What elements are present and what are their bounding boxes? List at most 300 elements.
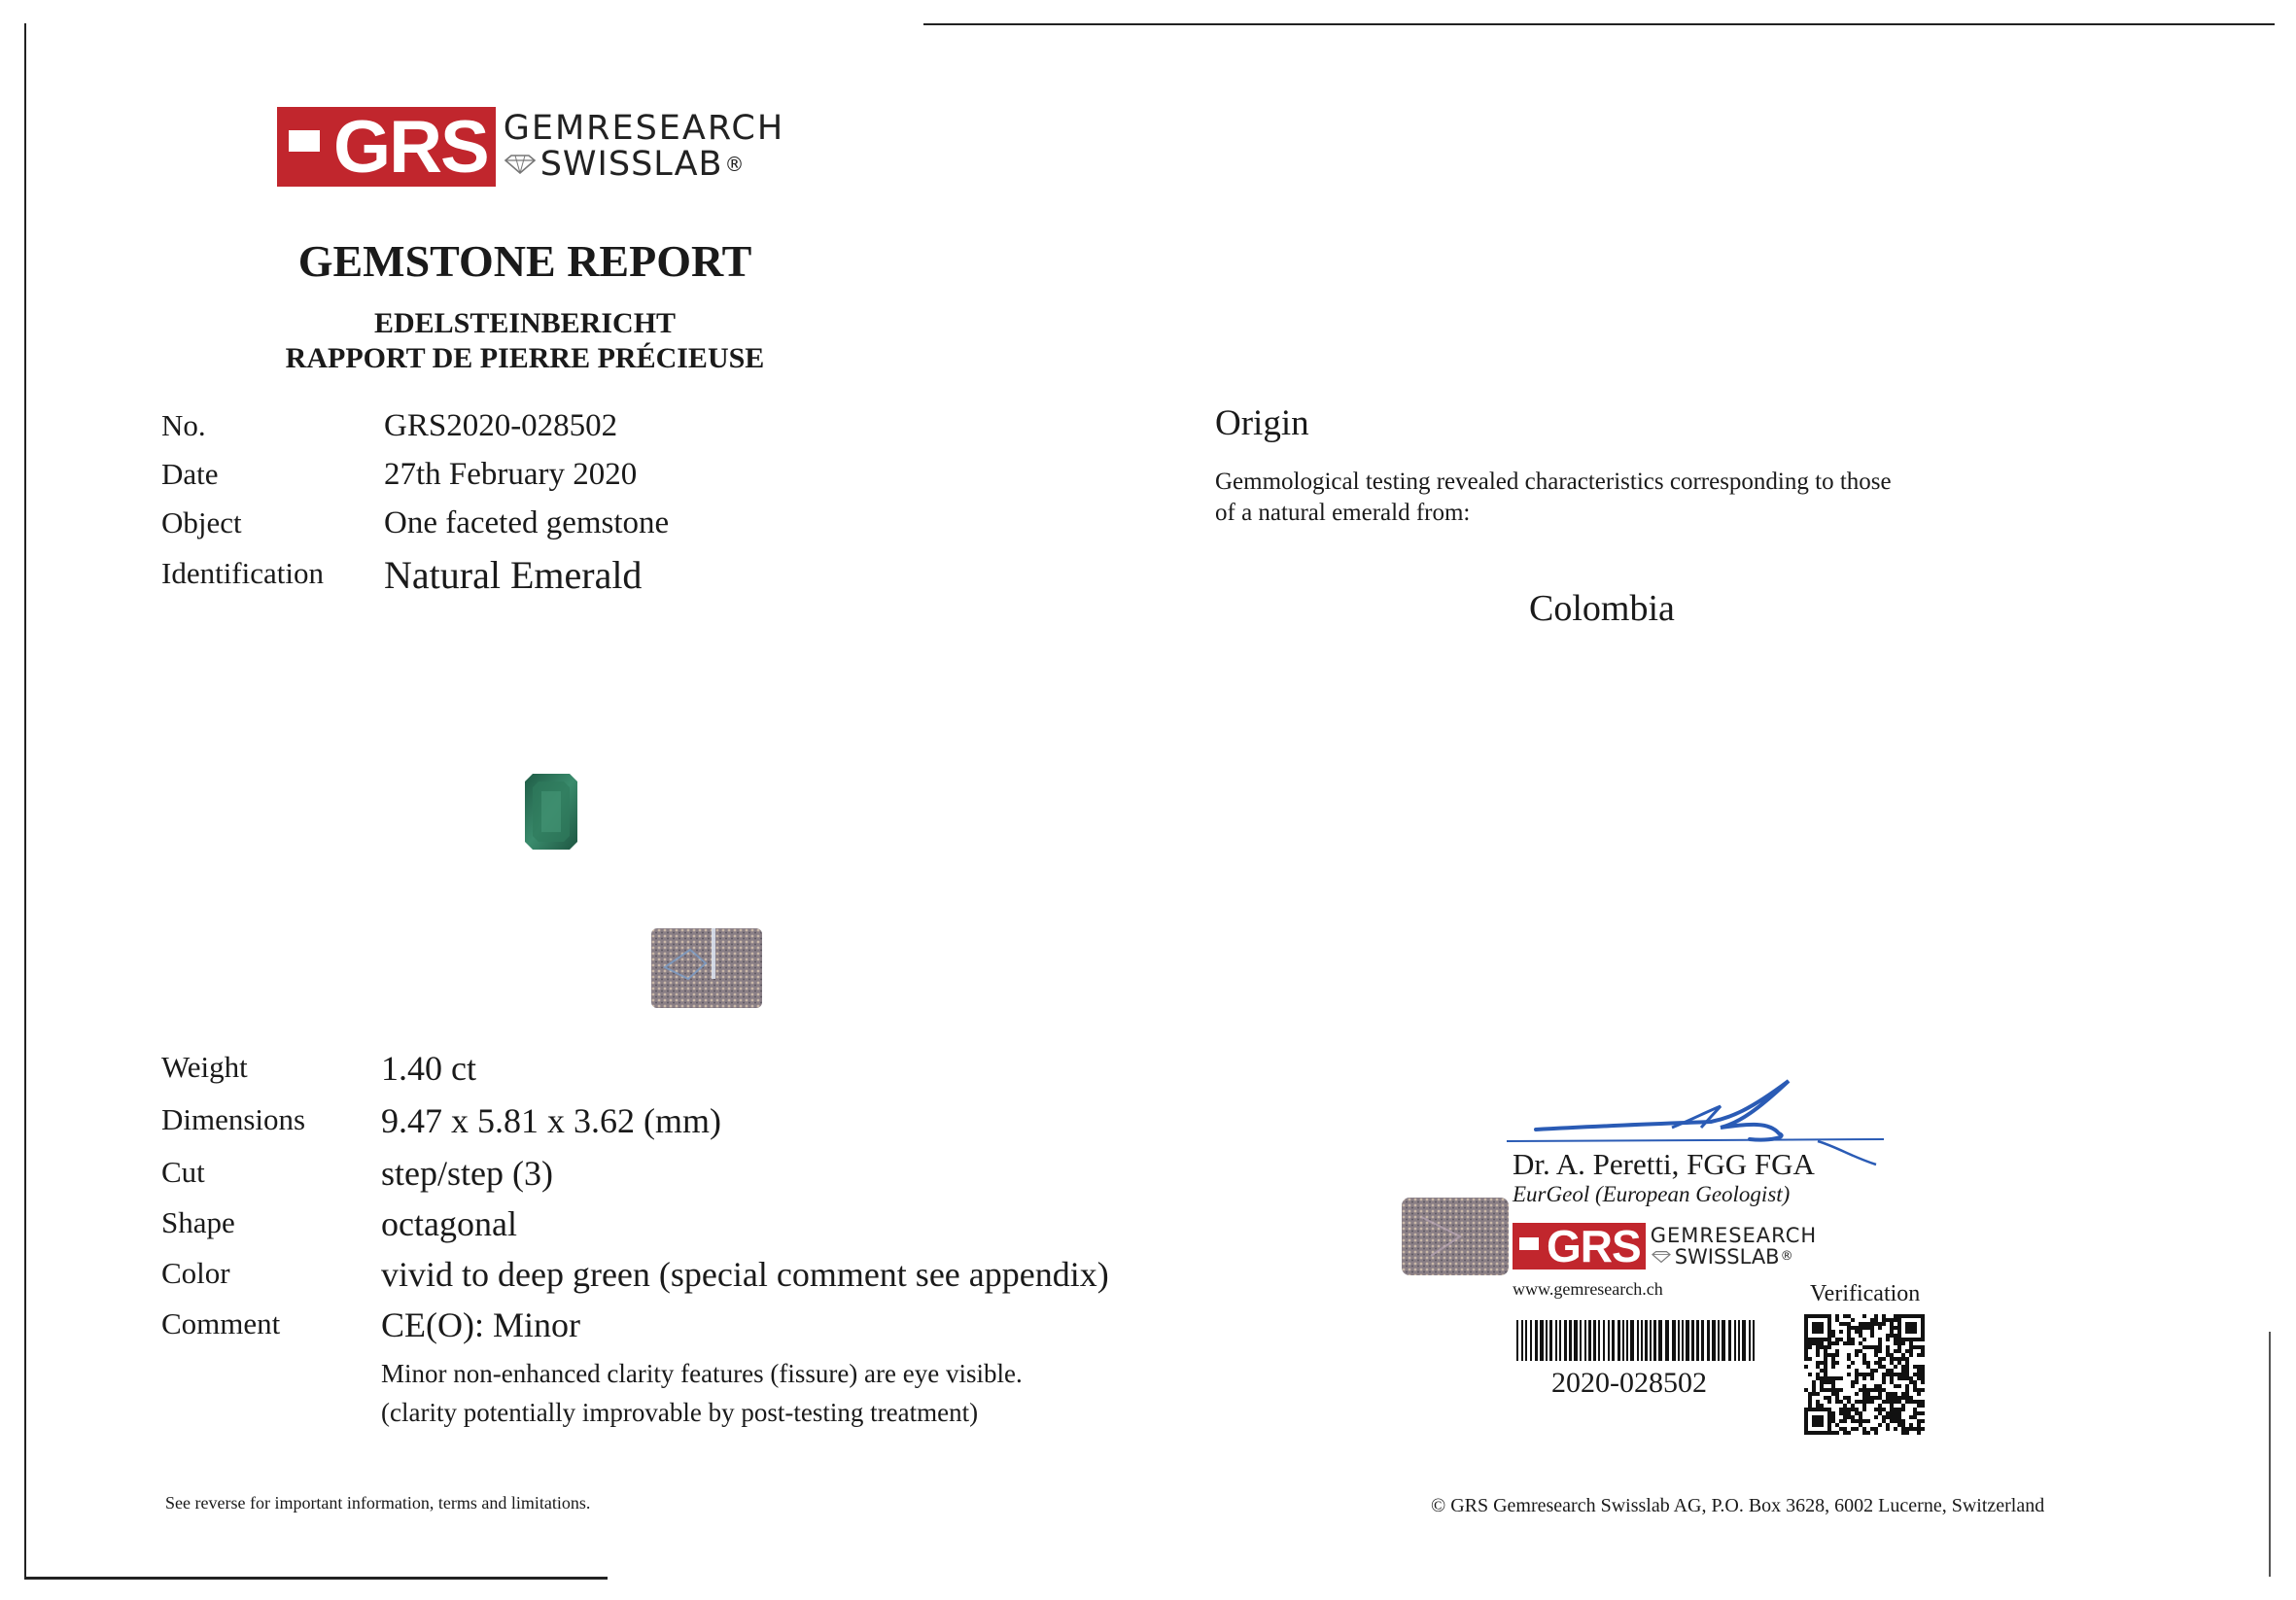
qr-module	[1812, 1408, 1816, 1411]
qr-module	[1894, 1415, 1897, 1419]
qr-module	[1855, 1349, 1859, 1353]
field-value-date: 27th February 2020	[384, 457, 638, 492]
qr-module	[1870, 1427, 1874, 1431]
qr-module	[1878, 1404, 1882, 1408]
barcode-bar	[1712, 1320, 1716, 1361]
qr-module	[1851, 1380, 1855, 1384]
qr-module	[1894, 1357, 1897, 1361]
qr-module	[1855, 1330, 1859, 1334]
qr-module	[1886, 1373, 1890, 1376]
qr-module	[1808, 1431, 1812, 1435]
qr-module	[1897, 1338, 1901, 1341]
barcode-bar	[1612, 1320, 1615, 1361]
qr-module	[1921, 1334, 1925, 1338]
barcode-bar	[1686, 1320, 1689, 1361]
qr-module	[1890, 1411, 1894, 1415]
qr-module	[1831, 1334, 1835, 1338]
qr-module	[1878, 1365, 1882, 1369]
qr-module	[1851, 1384, 1855, 1388]
qr-module	[1878, 1322, 1882, 1326]
qr-module	[1816, 1408, 1820, 1411]
qr-module	[1820, 1431, 1824, 1435]
qr-module	[1890, 1373, 1894, 1376]
qr-module	[1820, 1338, 1824, 1341]
qr-module	[1835, 1376, 1839, 1380]
qr-module	[1859, 1322, 1862, 1326]
qr-module	[1917, 1388, 1921, 1392]
qr-module	[1847, 1334, 1851, 1338]
qr-module	[1827, 1411, 1831, 1415]
qr-module	[1866, 1322, 1870, 1326]
qr-module	[1897, 1376, 1901, 1380]
qr-module	[1804, 1349, 1808, 1353]
qr-module	[1862, 1419, 1866, 1423]
qr-module	[1909, 1338, 1913, 1341]
qr-module	[1901, 1396, 1905, 1400]
qr-module	[1921, 1330, 1925, 1334]
qr-module	[1909, 1400, 1913, 1404]
qr-module	[1835, 1338, 1839, 1341]
qr-module	[1816, 1400, 1820, 1404]
qr-module	[1804, 1408, 1808, 1411]
qr-module	[1901, 1376, 1905, 1380]
qr-module	[1851, 1427, 1855, 1431]
origin-text-line1: Gemmological testing revealed characteristics corresponding to those	[1215, 469, 1892, 495]
qr-module	[1894, 1427, 1897, 1431]
qr-module	[1808, 1373, 1812, 1376]
qr-module	[1866, 1396, 1870, 1400]
qr-module	[1890, 1361, 1894, 1365]
qr-module	[1859, 1423, 1862, 1427]
qr-module	[1870, 1400, 1874, 1404]
qr-module	[1859, 1341, 1862, 1345]
qr-module	[1831, 1341, 1835, 1345]
qr-module	[1866, 1400, 1870, 1404]
qr-module	[1847, 1314, 1851, 1318]
qr-module	[1894, 1341, 1897, 1345]
qr-module	[1855, 1373, 1859, 1376]
qr-module	[1866, 1326, 1870, 1330]
qr-module	[1917, 1314, 1921, 1318]
qr-module	[1851, 1408, 1855, 1411]
qr-module	[1878, 1361, 1882, 1365]
field-value-weight: 1.40 ct	[381, 1049, 476, 1088]
qr-module	[1820, 1376, 1824, 1380]
qr-module	[1855, 1369, 1859, 1373]
barcode-bar	[1637, 1320, 1639, 1361]
qr-module	[1901, 1353, 1905, 1357]
qr-module	[1874, 1431, 1878, 1435]
qr-module	[1816, 1349, 1820, 1353]
qr-module	[1816, 1373, 1820, 1376]
barcode-bar	[1525, 1320, 1527, 1361]
footer-left-note: See reverse for important information, terms and limitations.	[165, 1493, 591, 1513]
qr-module	[1824, 1373, 1827, 1376]
qr-module	[1890, 1334, 1894, 1338]
barcode-bar	[1722, 1320, 1725, 1361]
qr-module	[1812, 1431, 1816, 1435]
barcode-bar	[1564, 1320, 1567, 1361]
qr-module	[1820, 1330, 1824, 1334]
emerald-photo	[525, 774, 577, 850]
barcode-bar	[1546, 1320, 1548, 1361]
signatory-title: EurGeol (European Geologist)	[1513, 1182, 1791, 1206]
field-label-identification: Identification	[161, 556, 324, 590]
qr-module	[1816, 1322, 1820, 1326]
qr-module	[1839, 1408, 1843, 1411]
qr-module	[1921, 1338, 1925, 1341]
qr-module	[1804, 1338, 1808, 1341]
qr-module	[1878, 1338, 1882, 1341]
qr-module	[1843, 1431, 1847, 1435]
qr-module	[1897, 1341, 1901, 1345]
qr-module	[1913, 1427, 1917, 1431]
qr-module	[1816, 1345, 1820, 1349]
qr-module	[1866, 1365, 1870, 1369]
field-value-shape: octagonal	[381, 1204, 517, 1243]
qr-module	[1882, 1376, 1886, 1380]
qr-module	[1866, 1392, 1870, 1396]
qr-module	[1831, 1388, 1835, 1392]
qr-module	[1901, 1392, 1905, 1396]
qr-module	[1835, 1314, 1839, 1318]
qr-module	[1820, 1423, 1824, 1427]
qr-module	[1839, 1419, 1843, 1423]
qr-module	[1816, 1365, 1820, 1369]
qr-module	[1855, 1326, 1859, 1330]
qr-module	[1890, 1376, 1894, 1380]
qr-module	[1921, 1376, 1925, 1380]
qr-module	[1847, 1365, 1851, 1369]
qr-module	[1917, 1423, 1921, 1427]
qr-module	[1870, 1376, 1874, 1380]
qr-module	[1804, 1365, 1808, 1369]
qr-module	[1897, 1423, 1901, 1427]
qr-module	[1890, 1330, 1894, 1334]
qr-module	[1913, 1345, 1917, 1349]
qr-module	[1913, 1322, 1917, 1326]
qr-module	[1878, 1408, 1882, 1411]
origin-country: Colombia	[1529, 588, 1675, 629]
qr-module	[1812, 1338, 1816, 1341]
barcode-bar	[1707, 1320, 1710, 1361]
qr-module	[1847, 1338, 1851, 1341]
qr-module	[1839, 1400, 1843, 1404]
report-title: GEMSTONE REPORT	[297, 236, 752, 286]
qr-module	[1894, 1365, 1897, 1369]
verification-qr-code[interactable]	[1804, 1314, 1925, 1435]
qr-module	[1862, 1361, 1866, 1365]
qr-module	[1870, 1326, 1874, 1330]
qr-module	[1831, 1330, 1835, 1334]
qr-module	[1816, 1361, 1820, 1365]
field-value-dimensions: 9.47 x 5.81 x 3.62 (mm)	[381, 1101, 721, 1140]
qr-module	[1808, 1400, 1812, 1404]
barcode-bar	[1749, 1320, 1751, 1361]
qr-module	[1870, 1318, 1874, 1322]
qr-module	[1808, 1357, 1812, 1361]
qr-module	[1824, 1380, 1827, 1384]
qr-module	[1804, 1357, 1808, 1361]
barcode-bar	[1618, 1320, 1620, 1361]
qr-module	[1851, 1326, 1855, 1330]
qr-module	[1882, 1322, 1886, 1326]
qr-module	[1917, 1373, 1921, 1376]
qr-module	[1886, 1415, 1890, 1419]
frame-top-line	[923, 23, 2275, 25]
qr-module	[1882, 1357, 1886, 1361]
qr-module	[1862, 1357, 1866, 1361]
qr-module	[1897, 1396, 1901, 1400]
qr-module	[1886, 1392, 1890, 1396]
qr-module	[1820, 1380, 1824, 1384]
qr-module	[1905, 1427, 1909, 1431]
qr-module	[1886, 1427, 1890, 1431]
qr-module	[1862, 1404, 1866, 1408]
barcode	[1516, 1320, 1759, 1361]
origin-heading: Origin	[1215, 403, 1309, 443]
barcode-bar	[1626, 1320, 1628, 1361]
qr-module	[1835, 1388, 1839, 1392]
qr-module	[1890, 1369, 1894, 1373]
qr-module	[1843, 1404, 1847, 1408]
barcode-bar	[1549, 1320, 1552, 1361]
barcode-bar	[1728, 1320, 1731, 1361]
qr-module	[1812, 1384, 1816, 1388]
qr-module	[1897, 1318, 1901, 1322]
qr-module	[1855, 1380, 1859, 1384]
qr-module	[1851, 1341, 1855, 1345]
qr-module	[1886, 1411, 1890, 1415]
qr-module	[1890, 1400, 1894, 1404]
field-label-weight: Weight	[161, 1050, 248, 1084]
qr-module	[1812, 1322, 1816, 1326]
qr-module	[1824, 1361, 1827, 1365]
qr-module	[1847, 1353, 1851, 1357]
qr-module	[1820, 1322, 1824, 1326]
qr-module	[1886, 1353, 1890, 1357]
qr-module	[1847, 1400, 1851, 1404]
qr-module	[1882, 1380, 1886, 1384]
qr-module	[1901, 1314, 1905, 1318]
qr-module	[1913, 1380, 1917, 1384]
qr-module	[1812, 1388, 1816, 1392]
barcode-bar	[1580, 1320, 1582, 1361]
qr-module	[1820, 1419, 1824, 1423]
field-value-color: vivid to deep green (special comment see appendix)	[381, 1255, 1109, 1294]
qr-module	[1816, 1338, 1820, 1341]
qr-module	[1921, 1353, 1925, 1357]
qr-module	[1921, 1400, 1925, 1404]
barcode-bar	[1665, 1320, 1669, 1361]
qr-module	[1855, 1376, 1859, 1380]
qr-module	[1921, 1411, 1925, 1415]
qr-module	[1882, 1400, 1886, 1404]
qr-module	[1827, 1376, 1831, 1380]
qr-module	[1917, 1369, 1921, 1373]
qr-module	[1897, 1361, 1901, 1365]
qr-module	[1913, 1384, 1917, 1388]
qr-module	[1890, 1392, 1894, 1396]
barcode-number: 2020-028502	[1551, 1367, 1707, 1399]
qr-module	[1835, 1423, 1839, 1427]
qr-module	[1901, 1338, 1905, 1341]
barcode-bar	[1658, 1320, 1662, 1361]
barcode-bar	[1521, 1320, 1523, 1361]
website-text: www.gemresearch.ch	[1513, 1279, 1663, 1299]
qr-module	[1851, 1361, 1855, 1365]
qr-module	[1905, 1376, 1909, 1380]
qr-module	[1839, 1330, 1843, 1334]
barcode-bar	[1653, 1320, 1656, 1361]
qr-module	[1862, 1384, 1866, 1388]
diamond-icon	[504, 155, 537, 174]
qr-module	[1917, 1400, 1921, 1404]
qr-module	[1824, 1338, 1827, 1341]
qr-module	[1913, 1411, 1917, 1415]
qr-module	[1824, 1396, 1827, 1400]
qr-module	[1917, 1345, 1921, 1349]
qr-module	[1827, 1396, 1831, 1400]
qr-module	[1820, 1384, 1824, 1388]
qr-module	[1870, 1334, 1874, 1338]
qr-module	[1870, 1345, 1874, 1349]
qr-module	[1835, 1361, 1839, 1365]
barcode-bar	[1742, 1320, 1746, 1361]
qr-module	[1862, 1396, 1866, 1400]
barcode-bar	[1598, 1320, 1600, 1361]
qr-module	[1851, 1318, 1855, 1322]
barcode-bar	[1682, 1320, 1684, 1361]
qr-module	[1874, 1427, 1878, 1431]
qr-module	[1870, 1388, 1874, 1392]
qr-module	[1897, 1334, 1901, 1338]
qr-module	[1886, 1400, 1890, 1404]
qr-module	[1878, 1341, 1882, 1345]
qr-module	[1831, 1376, 1835, 1380]
qr-module	[1851, 1415, 1855, 1419]
qr-module	[1843, 1408, 1847, 1411]
barcode-bar	[1672, 1320, 1676, 1361]
qr-module	[1874, 1353, 1878, 1357]
qr-module	[1804, 1330, 1808, 1334]
barcode-bar	[1535, 1320, 1538, 1361]
qr-module	[1909, 1427, 1913, 1431]
qr-module	[1878, 1349, 1882, 1353]
qr-module	[1901, 1427, 1905, 1431]
qr-module	[1901, 1365, 1905, 1369]
logo-brand: GRS	[333, 105, 488, 189]
qr-module	[1847, 1431, 1851, 1435]
qr-module	[1913, 1314, 1917, 1318]
qr-module	[1894, 1419, 1897, 1423]
report-subtitle-de: EDELSTEINBERICHT	[373, 307, 677, 339]
field-label-date: Date	[161, 457, 219, 491]
qr-module	[1816, 1404, 1820, 1408]
qr-module	[1866, 1361, 1870, 1365]
qr-module	[1859, 1415, 1862, 1419]
qr-module	[1890, 1408, 1894, 1411]
qr-module	[1827, 1431, 1831, 1435]
qr-module	[1820, 1345, 1824, 1349]
qr-module	[1917, 1404, 1921, 1408]
qr-module	[1859, 1330, 1862, 1334]
qr-module	[1874, 1361, 1878, 1365]
qr-module	[1917, 1353, 1921, 1357]
field-value-no: GRS2020-028502	[384, 408, 618, 443]
qr-module	[1804, 1341, 1808, 1345]
qr-module	[1921, 1349, 1925, 1353]
qr-module	[1878, 1411, 1882, 1415]
qr-module	[1827, 1338, 1831, 1341]
logo-line1-small: GEMRESEARCH	[1650, 1223, 1818, 1247]
qr-module	[1839, 1388, 1843, 1392]
qr-module	[1843, 1411, 1847, 1415]
qr-module	[1808, 1392, 1812, 1396]
qr-module	[1909, 1314, 1913, 1318]
barcode-bar	[1630, 1320, 1634, 1361]
qr-module	[1874, 1384, 1878, 1388]
qr-module	[1890, 1380, 1894, 1384]
qr-module	[1882, 1318, 1886, 1322]
qr-module	[1921, 1345, 1925, 1349]
qr-module	[1847, 1396, 1851, 1400]
qr-module	[1897, 1415, 1901, 1419]
qr-module	[1804, 1411, 1808, 1415]
field-label-shape: Shape	[161, 1205, 235, 1239]
qr-module	[1894, 1373, 1897, 1376]
qr-module	[1878, 1423, 1882, 1427]
qr-module	[1921, 1369, 1925, 1373]
qr-module	[1878, 1345, 1882, 1349]
qr-module	[1816, 1431, 1820, 1435]
qr-module	[1886, 1423, 1890, 1427]
qr-module	[1890, 1415, 1894, 1419]
qr-module	[1862, 1373, 1866, 1376]
qr-module	[1862, 1345, 1866, 1349]
qr-module	[1824, 1349, 1827, 1353]
qr-module	[1921, 1419, 1925, 1423]
qr-module	[1866, 1419, 1870, 1423]
qr-module	[1827, 1400, 1831, 1404]
qr-module	[1855, 1353, 1859, 1357]
barcode-bar	[1678, 1320, 1680, 1361]
field-value-cut: step/step (3)	[381, 1154, 553, 1193]
qr-module	[1862, 1353, 1866, 1357]
qr-module	[1835, 1396, 1839, 1400]
qr-module	[1921, 1427, 1925, 1431]
qr-module	[1804, 1334, 1808, 1338]
qr-module	[1820, 1361, 1824, 1365]
qr-module	[1827, 1353, 1831, 1357]
qr-module	[1862, 1322, 1866, 1326]
qr-module	[1862, 1408, 1866, 1411]
qr-module	[1882, 1314, 1886, 1318]
qr-module	[1847, 1341, 1851, 1345]
qr-module	[1894, 1326, 1897, 1330]
qr-module	[1859, 1349, 1862, 1353]
footer-copyright: © GRS Gemresearch Swisslab AG, P.O. Box 3628, 6002 Lucerne, Switzerland	[1431, 1495, 2045, 1516]
qr-module	[1897, 1384, 1901, 1388]
qr-module	[1804, 1427, 1808, 1431]
qr-module	[1820, 1408, 1824, 1411]
qr-module	[1808, 1408, 1812, 1411]
field-label-color: Color	[161, 1256, 230, 1290]
qr-module	[1913, 1415, 1917, 1419]
qr-module	[1839, 1322, 1843, 1326]
qr-module	[1917, 1431, 1921, 1435]
qr-module	[1878, 1396, 1882, 1400]
